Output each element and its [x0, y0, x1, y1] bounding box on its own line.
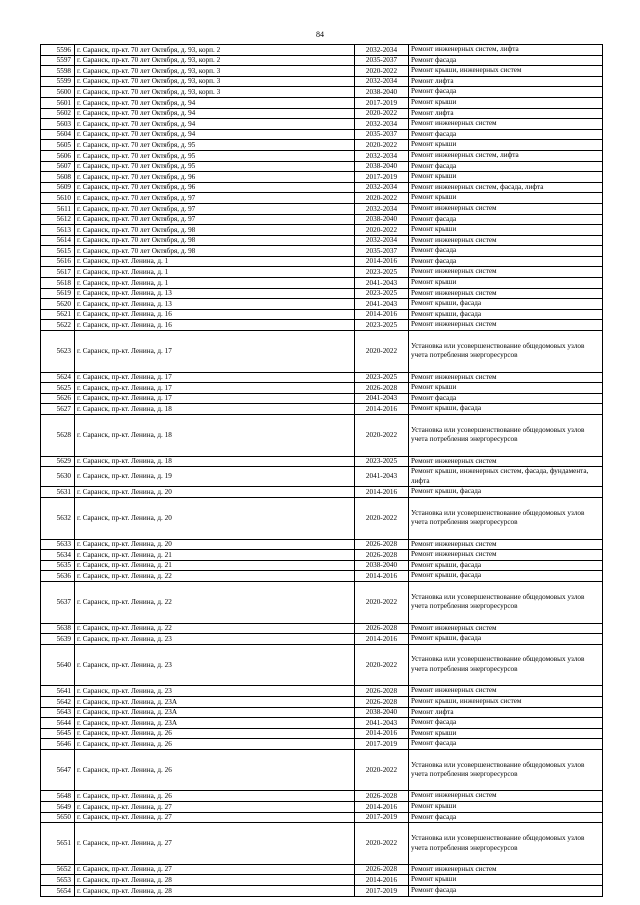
- table-row: [41, 467, 603, 487]
- work-type-cell: Ремонт крыши, фасада: [409, 571, 603, 582]
- address-cell: г. Саранск, пр-кт. Ленина, д. 16: [75, 320, 355, 331]
- address-cell: г. Саранск, пр-кт. 70 лет Октября, д. 93, корп. 3: [75, 87, 355, 98]
- address-cell: г. Саранск, пр-кт. Ленина, д. 28: [75, 875, 355, 886]
- period-cell: 2014-2016: [355, 256, 409, 267]
- address-cell: г. Саранск, пр-кт. 70 лет Октября, д. 97: [75, 193, 355, 204]
- work-type-cell: Ремонт фасада: [409, 55, 603, 66]
- row-number-cell: 5631: [41, 487, 75, 498]
- period-cell: 2014-2016: [355, 404, 409, 415]
- row-number-cell: 5610: [41, 193, 75, 204]
- work-type-cell: Ремонт крыши: [409, 728, 603, 739]
- work-type-cell: Ремонт инженерных систем: [409, 119, 603, 130]
- address-cell: г. Саранск, пр-кт. Ленина, д. 17: [75, 393, 355, 404]
- period-cell: 2020-2022: [355, 225, 409, 236]
- period-cell: 2020-2022: [355, 193, 409, 204]
- period-cell: 2026-2028: [355, 383, 409, 394]
- work-type-cell: Ремонт инженерных систем: [409, 623, 603, 634]
- table-row: [41, 749, 603, 791]
- table-row: [41, 235, 603, 246]
- work-type-cell: Ремонт фасада: [409, 812, 603, 823]
- row-number-cell: 5608: [41, 172, 75, 183]
- table-row: [41, 172, 603, 183]
- period-cell: 2032-2034: [355, 203, 409, 214]
- row-number-cell: 5633: [41, 539, 75, 550]
- work-type-cell: Ремонт фасада: [409, 214, 603, 225]
- row-number-cell: 5614: [41, 235, 75, 246]
- table-row: [41, 193, 603, 204]
- row-number-cell: 5635: [41, 560, 75, 571]
- row-number-cell: 5623: [41, 331, 75, 373]
- address-cell: г. Саранск, пр-кт. Ленина, д. 21: [75, 550, 355, 561]
- period-cell: 2026-2028: [355, 686, 409, 697]
- work-type-cell: Установка или усовершенствование общедомовых узлов учета потребления энергоресурсов: [409, 823, 603, 865]
- table-row: [41, 539, 603, 550]
- work-type-cell: Ремонт крыши: [409, 193, 603, 204]
- table-row: [41, 812, 603, 823]
- row-number-cell: 5628: [41, 415, 75, 457]
- address-cell: г. Саранск, пр-кт. Ленина, д. 23: [75, 686, 355, 697]
- table-row: [41, 686, 603, 697]
- work-type-cell: Ремонт фасада: [409, 739, 603, 750]
- address-cell: г. Саранск, пр-кт. Ленина, д. 1: [75, 256, 355, 267]
- period-cell: 2020-2022: [355, 140, 409, 151]
- row-number-cell: 5609: [41, 182, 75, 193]
- address-cell: г. Саранск, пр-кт. 70 лет Октября, д. 96: [75, 182, 355, 193]
- period-cell: 2014-2016: [355, 802, 409, 813]
- table-row: [41, 707, 603, 718]
- address-cell: г. Саранск, пр-кт. 70 лет Октября, д. 94: [75, 119, 355, 130]
- address-cell: г. Саранск, пр-кт. Ленина, д. 27: [75, 812, 355, 823]
- work-type-cell: Установка или усовершенствование общедомовых узлов учета потребления энергоресурсов: [409, 497, 603, 539]
- work-type-cell: Ремонт крыши: [409, 278, 603, 289]
- row-number-cell: 5624: [41, 372, 75, 383]
- address-cell: г. Саранск, пр-кт. 70 лет Октября, д. 93, корп. 3: [75, 76, 355, 87]
- table-row: [41, 823, 603, 865]
- address-cell: г. Саранск, пр-кт. Ленина, д. 20: [75, 497, 355, 539]
- table-row: [41, 182, 603, 193]
- address-cell: г. Саранск, пр-кт. Ленина, д. 27: [75, 864, 355, 875]
- address-cell: г. Саранск, пр-кт. Ленина, д. 22: [75, 623, 355, 634]
- row-number-cell: 5652: [41, 864, 75, 875]
- row-number-cell: 5613: [41, 225, 75, 236]
- row-number-cell: 5601: [41, 97, 75, 108]
- row-number-cell: 5620: [41, 299, 75, 310]
- address-cell: г. Саранск, пр-кт. Ленина, д. 18: [75, 404, 355, 415]
- address-cell: г. Саранск, пр-кт. 70 лет Октября, д. 97: [75, 203, 355, 214]
- period-cell: 2026-2028: [355, 791, 409, 802]
- work-type-cell: Ремонт инженерных систем: [409, 267, 603, 278]
- period-cell: 2014-2016: [355, 728, 409, 739]
- work-type-cell: Ремонт инженерных систем: [409, 288, 603, 299]
- table-row: [41, 571, 603, 582]
- table-row: [41, 696, 603, 707]
- work-type-cell: Ремонт крыши: [409, 383, 603, 394]
- work-type-cell: Ремонт крыши: [409, 225, 603, 236]
- period-cell: 2041-2043: [355, 278, 409, 289]
- table-row: [41, 487, 603, 498]
- period-cell: 2017-2019: [355, 812, 409, 823]
- period-cell: 2038-2040: [355, 161, 409, 172]
- period-cell: 2020-2022: [355, 497, 409, 539]
- table-row: [41, 140, 603, 151]
- repair-schedule-table: [40, 44, 603, 897]
- period-cell: 2026-2028: [355, 623, 409, 634]
- work-type-cell: Ремонт фасада: [409, 246, 603, 257]
- row-number-cell: 5606: [41, 150, 75, 161]
- address-cell: г. Саранск, пр-кт. Ленина, д. 28: [75, 886, 355, 897]
- work-type-cell: Ремонт инженерных систем: [409, 539, 603, 550]
- table-row: [41, 456, 603, 467]
- period-cell: 2017-2019: [355, 97, 409, 108]
- period-cell: 2038-2040: [355, 214, 409, 225]
- table-row: [41, 802, 603, 813]
- work-type-cell: Ремонт крыши, фасада: [409, 404, 603, 415]
- row-number-cell: 5649: [41, 802, 75, 813]
- address-cell: г. Саранск, пр-кт. 70 лет Октября, д. 94: [75, 129, 355, 140]
- row-number-cell: 5642: [41, 696, 75, 707]
- table-row: [41, 393, 603, 404]
- table-row: [41, 623, 603, 634]
- period-cell: 2032-2034: [355, 76, 409, 87]
- table-row: [41, 214, 603, 225]
- table-row: [41, 886, 603, 897]
- period-cell: 2041-2043: [355, 467, 409, 487]
- row-number-cell: 5603: [41, 119, 75, 130]
- period-cell: 2020-2022: [355, 749, 409, 791]
- table-row: [41, 256, 603, 267]
- table-row: [41, 97, 603, 108]
- row-number-cell: 5596: [41, 45, 75, 56]
- address-cell: г. Саранск, пр-кт. Ленина, д. 23: [75, 644, 355, 686]
- row-number-cell: 5646: [41, 739, 75, 750]
- address-cell: г. Саранск, пр-кт. 70 лет Октября, д. 93, корп. 3: [75, 66, 355, 77]
- row-number-cell: 5607: [41, 161, 75, 172]
- table-row: [41, 644, 603, 686]
- work-type-cell: Ремонт крыши, фасада: [409, 560, 603, 571]
- table-row: [41, 383, 603, 394]
- address-cell: г. Саранск, пр-кт. Ленина, д. 13: [75, 288, 355, 299]
- address-cell: г. Саранск, пр-кт. Ленина, д. 18: [75, 456, 355, 467]
- row-number-cell: 5619: [41, 288, 75, 299]
- row-number-cell: 5629: [41, 456, 75, 467]
- address-cell: г. Саранск, пр-кт. Ленина, д. 17: [75, 372, 355, 383]
- address-cell: г. Саранск, пр-кт. Ленина, д. 18: [75, 415, 355, 457]
- work-type-cell: Ремонт фасада: [409, 393, 603, 404]
- address-cell: г. Саранск, пр-кт. 70 лет Октября, д. 98: [75, 225, 355, 236]
- row-number-cell: 5639: [41, 634, 75, 645]
- period-cell: 2038-2040: [355, 560, 409, 571]
- table-row: [41, 550, 603, 561]
- address-cell: г. Саранск, пр-кт. Ленина, д. 20: [75, 487, 355, 498]
- address-cell: г. Саранск, пр-кт. Ленина, д. 27: [75, 823, 355, 865]
- row-number-cell: 5637: [41, 581, 75, 623]
- work-type-cell: Ремонт инженерных систем: [409, 791, 603, 802]
- row-number-cell: 5638: [41, 623, 75, 634]
- address-cell: г. Саранск, пр-кт. Ленина, д. 23А: [75, 718, 355, 729]
- work-type-cell: Ремонт инженерных систем: [409, 864, 603, 875]
- row-number-cell: 5626: [41, 393, 75, 404]
- period-cell: 2020-2022: [355, 331, 409, 373]
- table-row: [41, 119, 603, 130]
- period-cell: 2032-2034: [355, 119, 409, 130]
- address-cell: г. Саранск, пр-кт. Ленина, д. 17: [75, 383, 355, 394]
- table-row: [41, 404, 603, 415]
- address-cell: г. Саранск, пр-кт. Ленина, д. 16: [75, 309, 355, 320]
- period-cell: 2017-2019: [355, 886, 409, 897]
- period-cell: 2023-2025: [355, 267, 409, 278]
- period-cell: 2035-2037: [355, 246, 409, 257]
- address-cell: г. Саранск, пр-кт. Ленина, д. 26: [75, 728, 355, 739]
- address-cell: г. Саранск, пр-кт. Ленина, д. 17: [75, 331, 355, 373]
- row-number-cell: 5598: [41, 66, 75, 77]
- address-cell: г. Саранск, пр-кт. 70 лет Октября, д. 98: [75, 246, 355, 257]
- table-row: [41, 634, 603, 645]
- table-row: [41, 150, 603, 161]
- page-number: 84: [316, 30, 324, 39]
- work-type-cell: Ремонт фасада: [409, 161, 603, 172]
- period-cell: 2023-2025: [355, 456, 409, 467]
- table-row: [41, 372, 603, 383]
- period-cell: 2020-2022: [355, 581, 409, 623]
- work-type-cell: Ремонт инженерных систем: [409, 203, 603, 214]
- row-number-cell: 5651: [41, 823, 75, 865]
- address-cell: г. Саранск, пр-кт. 70 лет Октября, д. 95: [75, 140, 355, 151]
- address-cell: г. Саранск, пр-кт. Ленина, д. 1: [75, 267, 355, 278]
- period-cell: 2023-2025: [355, 288, 409, 299]
- row-number-cell: 5621: [41, 309, 75, 320]
- period-cell: 2014-2016: [355, 487, 409, 498]
- period-cell: 2038-2040: [355, 707, 409, 718]
- row-number-cell: 5654: [41, 886, 75, 897]
- work-type-cell: Ремонт крыши: [409, 172, 603, 183]
- table-row: [41, 45, 603, 56]
- table-row: [41, 66, 603, 77]
- row-number-cell: 5625: [41, 383, 75, 394]
- address-cell: г. Саранск, пр-кт. Ленина, д. 26: [75, 791, 355, 802]
- table-row: [41, 309, 603, 320]
- row-number-cell: 5622: [41, 320, 75, 331]
- table-body: [41, 45, 603, 897]
- table-row: [41, 718, 603, 729]
- table-row: [41, 864, 603, 875]
- table-row: [41, 320, 603, 331]
- row-number-cell: 5643: [41, 707, 75, 718]
- work-type-cell: Ремонт крыши, фасада: [409, 634, 603, 645]
- address-cell: г. Саранск, пр-кт. 70 лет Октября, д. 96: [75, 172, 355, 183]
- work-type-cell: Ремонт крыши: [409, 875, 603, 886]
- row-number-cell: 5645: [41, 728, 75, 739]
- address-cell: г. Саранск, пр-кт. 70 лет Октября, д. 94: [75, 97, 355, 108]
- work-type-cell: Ремонт инженерных систем: [409, 235, 603, 246]
- row-number-cell: 5641: [41, 686, 75, 697]
- period-cell: 2035-2037: [355, 55, 409, 66]
- table-row: [41, 161, 603, 172]
- row-number-cell: 5611: [41, 203, 75, 214]
- work-type-cell: Ремонт фасада: [409, 256, 603, 267]
- work-type-cell: Ремонт инженерных систем: [409, 686, 603, 697]
- work-type-cell: Ремонт фасада: [409, 129, 603, 140]
- period-cell: 2020-2022: [355, 66, 409, 77]
- table-row: [41, 203, 603, 214]
- period-cell: 2041-2043: [355, 718, 409, 729]
- table-row: [41, 267, 603, 278]
- table-row: [41, 225, 603, 236]
- period-cell: 2014-2016: [355, 875, 409, 886]
- row-number-cell: 5644: [41, 718, 75, 729]
- period-cell: 2023-2025: [355, 372, 409, 383]
- table-row: [41, 299, 603, 310]
- period-cell: 2020-2022: [355, 644, 409, 686]
- table-row: [41, 55, 603, 66]
- table-row: [41, 497, 603, 539]
- address-cell: г. Саранск, пр-кт. 70 лет Октября, д. 94: [75, 108, 355, 119]
- address-cell: г. Саранск, пр-кт. Ленина, д. 20: [75, 539, 355, 550]
- work-type-cell: Ремонт инженерных систем, лифта: [409, 45, 603, 56]
- period-cell: 2032-2034: [355, 150, 409, 161]
- address-cell: г. Саранск, пр-кт. Ленина, д. 21: [75, 560, 355, 571]
- period-cell: 2026-2028: [355, 864, 409, 875]
- address-cell: г. Саранск, пр-кт. Ленина, д. 19: [75, 467, 355, 487]
- work-type-cell: Ремонт крыши: [409, 802, 603, 813]
- period-cell: 2023-2025: [355, 320, 409, 331]
- period-cell: 2026-2028: [355, 550, 409, 561]
- work-type-cell: Установка или усовершенствование общедомовых узлов учета потребления энергоресурсов: [409, 749, 603, 791]
- work-type-cell: Ремонт лифта: [409, 707, 603, 718]
- table-row: [41, 87, 603, 98]
- table-row: [41, 415, 603, 457]
- work-type-cell: Ремонт крыши, фасада: [409, 309, 603, 320]
- period-cell: 2035-2037: [355, 129, 409, 140]
- work-type-cell: Установка или усовершенствование общедомовых узлов учета потребления энергоресурсов: [409, 644, 603, 686]
- address-cell: г. Саранск, пр-кт. Ленина, д. 23А: [75, 696, 355, 707]
- table-row: [41, 108, 603, 119]
- table-row: [41, 739, 603, 750]
- table-row: [41, 581, 603, 623]
- address-cell: г. Саранск, пр-кт. Ленина, д. 22: [75, 571, 355, 582]
- work-type-cell: Ремонт фасада: [409, 886, 603, 897]
- period-cell: 2041-2043: [355, 299, 409, 310]
- table-row: [41, 288, 603, 299]
- work-type-cell: Ремонт инженерных систем, фасада, лифта: [409, 182, 603, 193]
- period-cell: 2020-2022: [355, 108, 409, 119]
- address-cell: г. Саранск, пр-кт. Ленина, д. 23: [75, 634, 355, 645]
- address-cell: г. Саранск, пр-кт. Ленина, д. 26: [75, 739, 355, 750]
- row-number-cell: 5597: [41, 55, 75, 66]
- work-type-cell: Ремонт фасада: [409, 87, 603, 98]
- work-type-cell: Ремонт лифта: [409, 76, 603, 87]
- table-row: [41, 129, 603, 140]
- row-number-cell: 5640: [41, 644, 75, 686]
- row-number-cell: 5602: [41, 108, 75, 119]
- row-number-cell: 5616: [41, 256, 75, 267]
- period-cell: 2026-2028: [355, 539, 409, 550]
- work-type-cell: Ремонт крыши, инженерных систем, фасада, фундамента, лифта: [409, 467, 603, 487]
- period-cell: 2032-2034: [355, 45, 409, 56]
- address-cell: г. Саранск, пр-кт. Ленина, д. 13: [75, 299, 355, 310]
- table-row: [41, 875, 603, 886]
- table-row: [41, 76, 603, 87]
- row-number-cell: 5618: [41, 278, 75, 289]
- address-cell: г. Саранск, пр-кт. Ленина, д. 22: [75, 581, 355, 623]
- table-row: [41, 791, 603, 802]
- row-number-cell: 5605: [41, 140, 75, 151]
- period-cell: 2026-2028: [355, 696, 409, 707]
- row-number-cell: 5617: [41, 267, 75, 278]
- row-number-cell: 5632: [41, 497, 75, 539]
- row-number-cell: 5612: [41, 214, 75, 225]
- work-type-cell: Ремонт крыши, фасада: [409, 487, 603, 498]
- row-number-cell: 5634: [41, 550, 75, 561]
- work-type-cell: Ремонт лифта: [409, 108, 603, 119]
- work-type-cell: Ремонт крыши: [409, 140, 603, 151]
- table-row: [41, 331, 603, 373]
- address-cell: г. Саранск, пр-кт. 70 лет Октября, д. 93, корп. 2: [75, 45, 355, 56]
- row-number-cell: 5653: [41, 875, 75, 886]
- table-row: [41, 560, 603, 571]
- work-type-cell: Установка или усовершенствование общедомовых узлов учета потребления энергоресурсов: [409, 331, 603, 373]
- work-type-cell: Установка или усовершенствование общедомовых узлов учета потребления энергоресурсов: [409, 415, 603, 457]
- work-type-cell: Ремонт инженерных систем: [409, 320, 603, 331]
- row-number-cell: 5599: [41, 76, 75, 87]
- work-type-cell: Ремонт крыши, инженерных систем: [409, 66, 603, 77]
- period-cell: 2032-2034: [355, 182, 409, 193]
- work-type-cell: Ремонт инженерных систем: [409, 372, 603, 383]
- row-number-cell: 5604: [41, 129, 75, 140]
- period-cell: 2032-2034: [355, 235, 409, 246]
- period-cell: 2014-2016: [355, 571, 409, 582]
- period-cell: 2020-2022: [355, 823, 409, 865]
- address-cell: г. Саранск, пр-кт. 70 лет Октября, д. 97: [75, 214, 355, 225]
- work-type-cell: Ремонт крыши: [409, 97, 603, 108]
- work-type-cell: Ремонт фасада: [409, 718, 603, 729]
- address-cell: г. Саранск, пр-кт. Ленина, д. 27: [75, 802, 355, 813]
- table-row: [41, 278, 603, 289]
- address-cell: г. Саранск, пр-кт. 70 лет Октября, д. 95: [75, 161, 355, 172]
- period-cell: 2038-2040: [355, 87, 409, 98]
- address-cell: г. Саранск, пр-кт. Ленина, д. 1: [75, 278, 355, 289]
- address-cell: г. Саранск, пр-кт. Ленина, д. 26: [75, 749, 355, 791]
- row-number-cell: 5627: [41, 404, 75, 415]
- row-number-cell: 5600: [41, 87, 75, 98]
- period-cell: 2014-2016: [355, 309, 409, 320]
- work-type-cell: Установка или усовершенствование общедомовых узлов учета потребления энергоресурсов: [409, 581, 603, 623]
- row-number-cell: 5630: [41, 467, 75, 487]
- row-number-cell: 5648: [41, 791, 75, 802]
- row-number-cell: 5650: [41, 812, 75, 823]
- period-cell: 2020-2022: [355, 415, 409, 457]
- table-row: [41, 728, 603, 739]
- address-cell: г. Саранск, пр-кт. 70 лет Октября, д. 93, корп. 2: [75, 55, 355, 66]
- work-type-cell: Ремонт крыши, инженерных систем: [409, 696, 603, 707]
- period-cell: 2017-2019: [355, 739, 409, 750]
- address-cell: г. Саранск, пр-кт. 70 лет Октября, д. 95: [75, 150, 355, 161]
- row-number-cell: 5615: [41, 246, 75, 257]
- row-number-cell: 5636: [41, 571, 75, 582]
- work-type-cell: Ремонт инженерных систем: [409, 550, 603, 561]
- work-type-cell: Ремонт крыши, фасада: [409, 299, 603, 310]
- table-row: [41, 246, 603, 257]
- period-cell: 2014-2016: [355, 634, 409, 645]
- address-cell: г. Саранск, пр-кт. 70 лет Октября, д. 98: [75, 235, 355, 246]
- work-type-cell: Ремонт инженерных систем, лифта: [409, 150, 603, 161]
- address-cell: г. Саранск, пр-кт. Ленина, д. 23А: [75, 707, 355, 718]
- row-number-cell: 5647: [41, 749, 75, 791]
- work-type-cell: Ремонт инженерных систем: [409, 456, 603, 467]
- period-cell: 2017-2019: [355, 172, 409, 183]
- period-cell: 2041-2043: [355, 393, 409, 404]
